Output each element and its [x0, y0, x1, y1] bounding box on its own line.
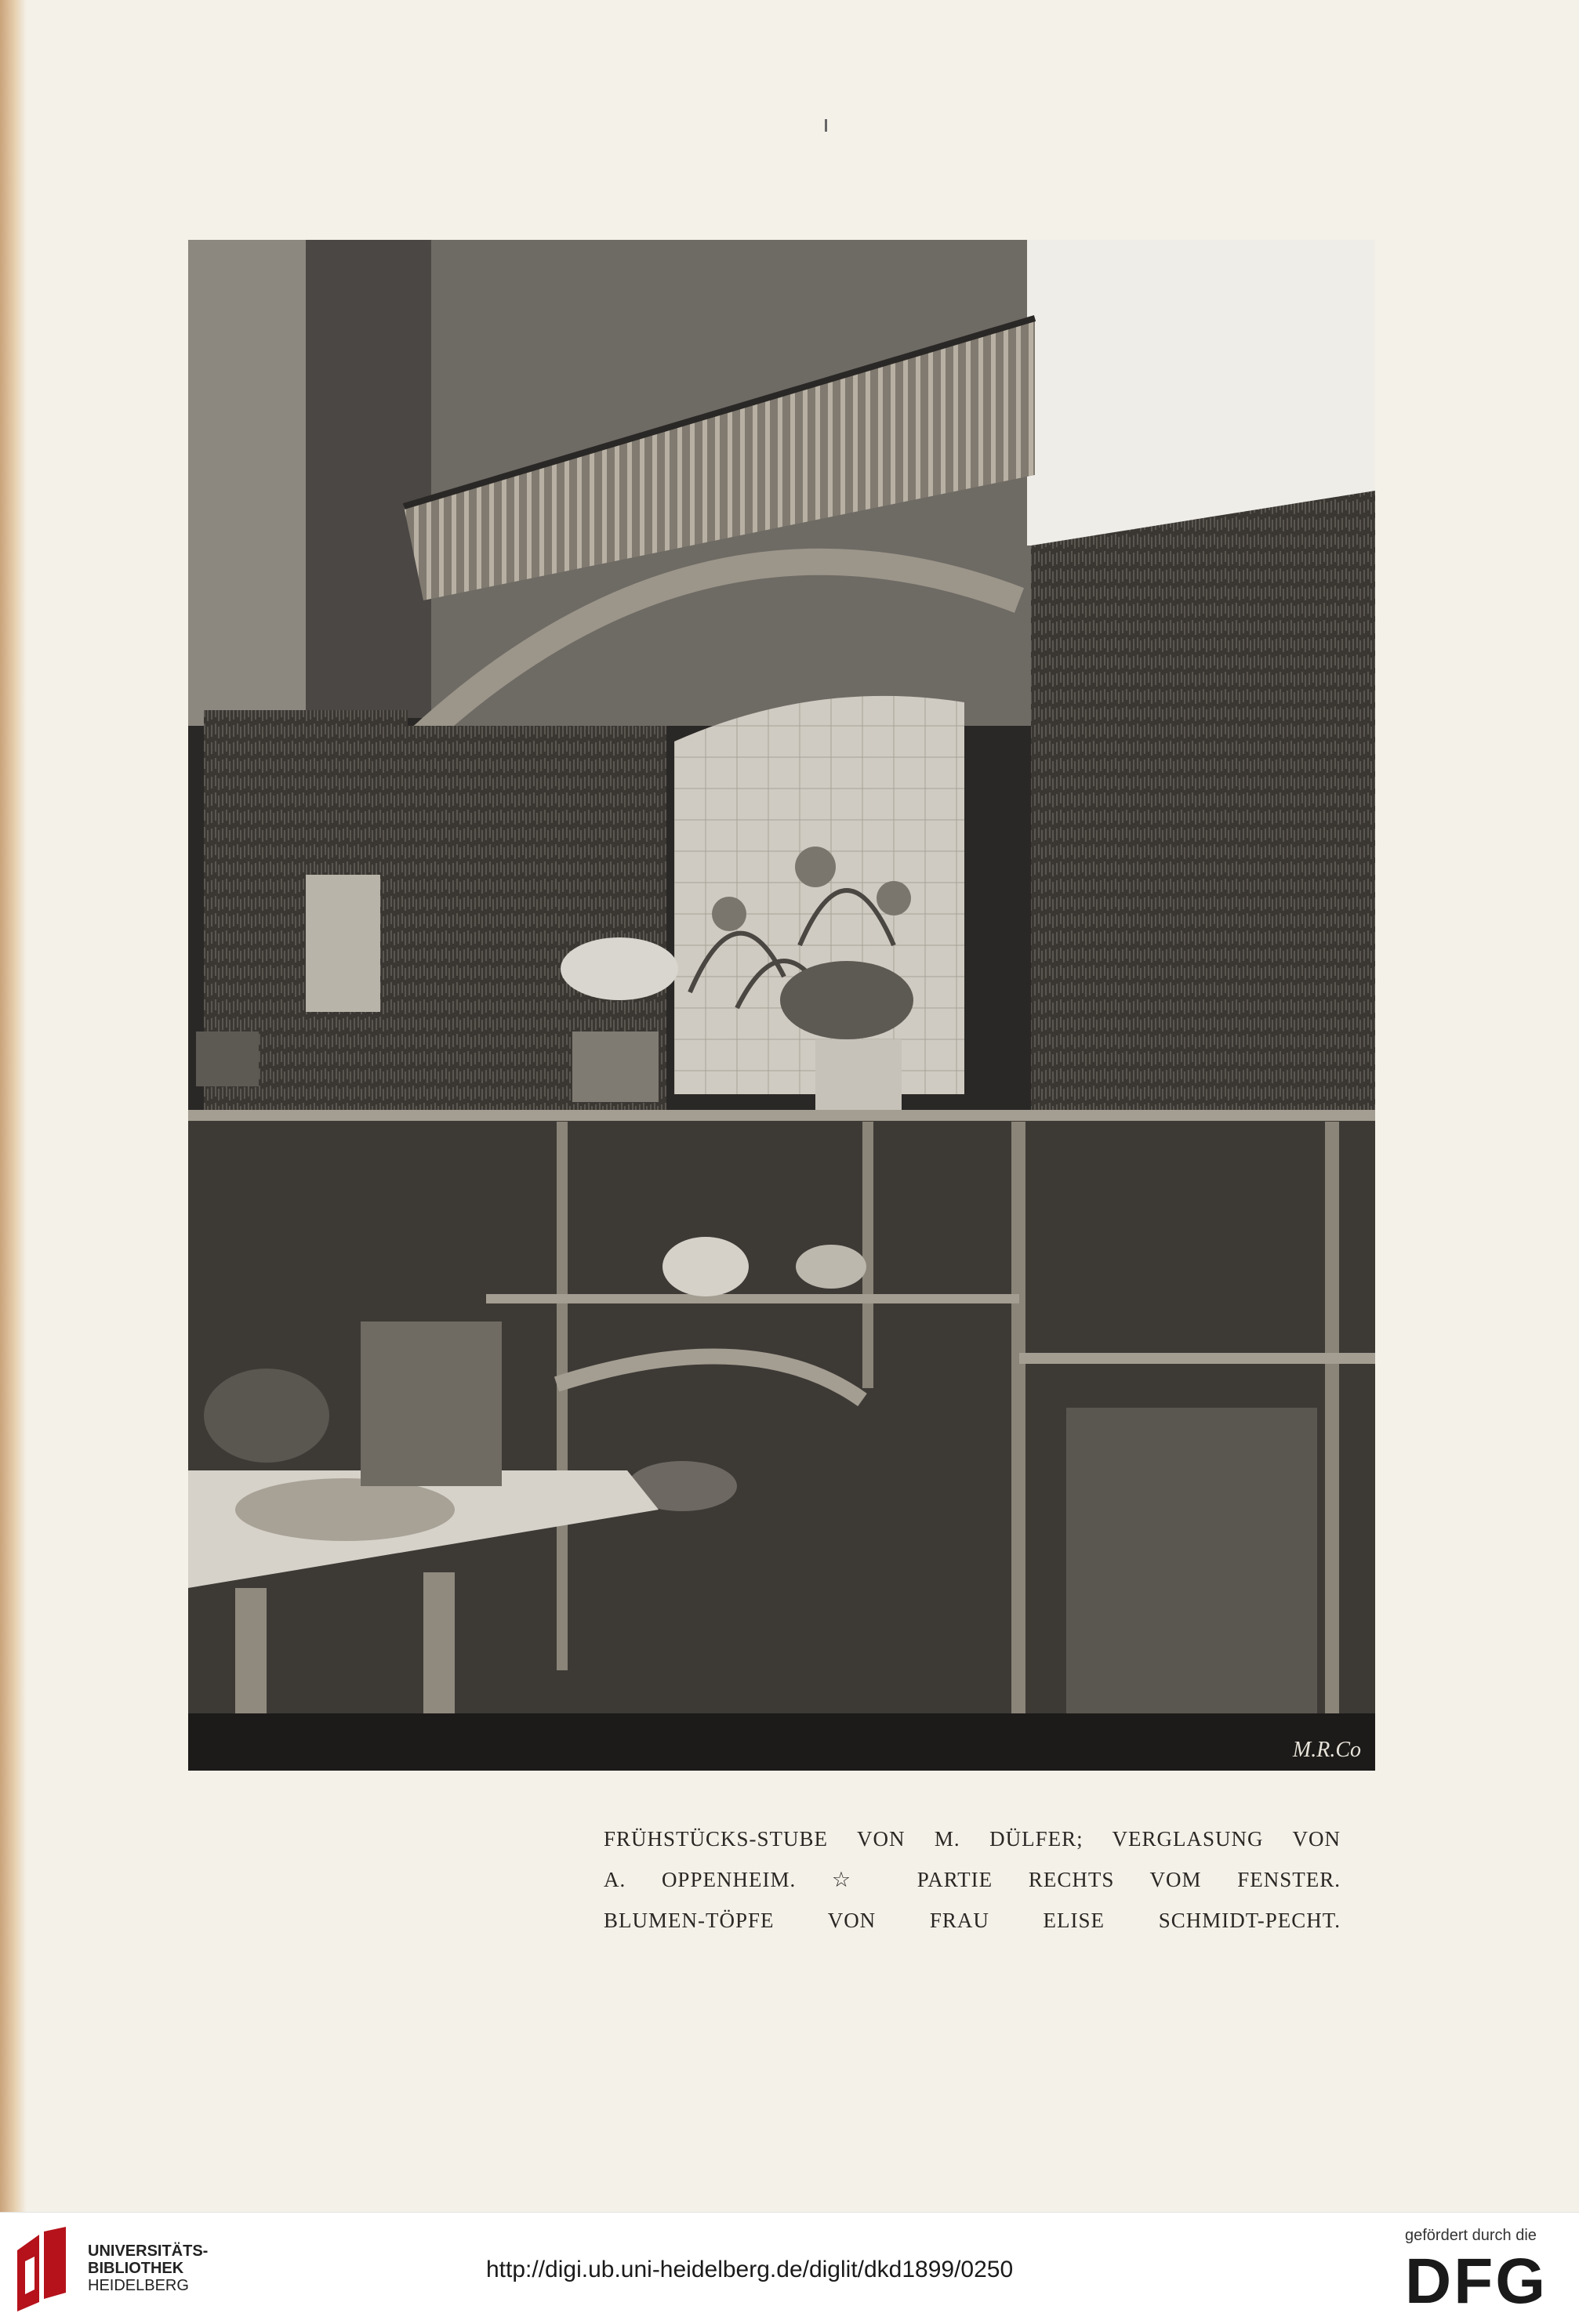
funding-label: gefördert durch die	[1405, 2227, 1537, 2244]
institution-line: UNIVERSITÄTS-	[88, 2242, 209, 2260]
caption-line: FRÜHSTÜCKS-STUBE VON M. DÜLFER; VERGLASUNG VON	[604, 1827, 1341, 1851]
caption-line: A. OPPENHEIM. ☆ PARTIE RECHTS VOM FENSTER.	[604, 1868, 1341, 1891]
viewer-footer	[0, 2212, 1579, 2324]
figure-caption	[604, 1818, 1341, 1941]
institution-line: BIBLIOTHEK	[88, 2260, 184, 2277]
institution-line: HEIDELBERG	[88, 2277, 189, 2294]
caption-line: BLUMEN-TÖPFE VON FRAU ELISE SCHMIDT-PECHT.	[604, 1909, 1341, 1932]
photo-plate	[188, 240, 1375, 1771]
institution-name	[88, 2242, 208, 2294]
page-spine-shadow	[0, 0, 27, 2212]
interior-photograph	[188, 240, 1375, 1771]
dfg-logo: DFG	[1405, 2246, 1548, 2317]
university-library-logo-icon	[17, 2227, 72, 2311]
plate-monogram: M.R.Co	[1292, 1738, 1361, 1762]
permalink-url[interactable]: http://digi.ub.uni-heidelberg.de/diglit/dkd1899/0250	[486, 2257, 1014, 2282]
page-mark	[825, 119, 827, 132]
